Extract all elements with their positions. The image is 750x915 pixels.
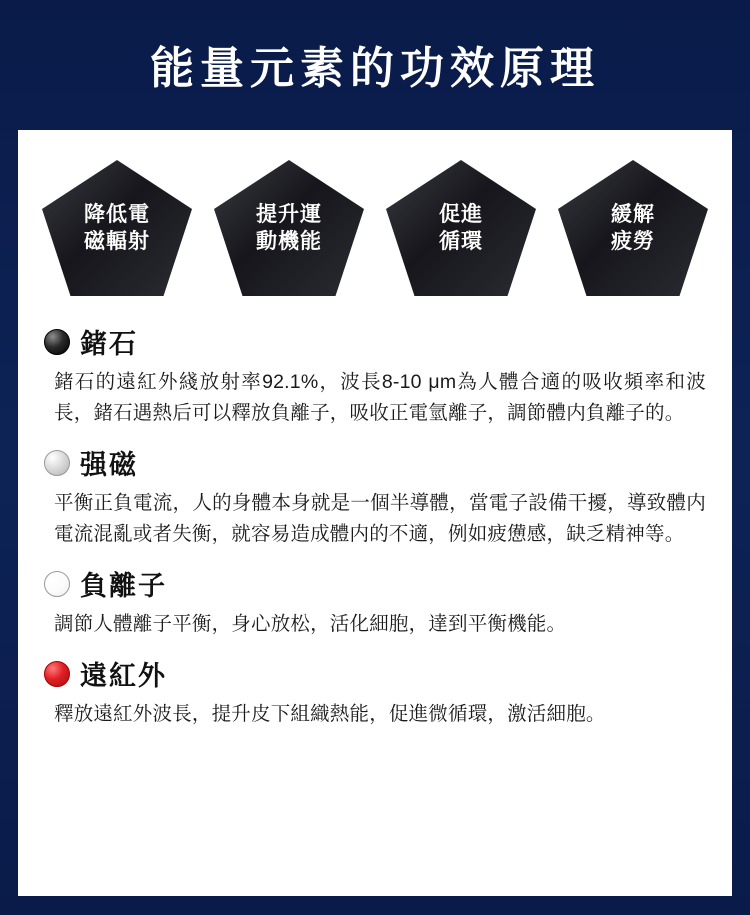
section-magnet (44, 443, 706, 550)
badge-label-line: 促進 (439, 203, 483, 226)
page-header (0, 0, 750, 128)
badge-relieve-fatigue (558, 160, 708, 296)
feature-sections (18, 296, 732, 730)
section-body: 鍺石的遠紅外綫放射率92.1%，波長8-10 μm為人體合適的吸收頻率和波長，鍺石遇熱后可以釋放負離子，吸收正電氫離子，調節體内負離子的。 (54, 371, 706, 424)
section-heading (44, 654, 706, 693)
section-germanium (44, 322, 706, 429)
badge-label-line: 提升運 (256, 203, 322, 226)
section-heading (44, 322, 706, 361)
badge-label-line: 降低電 (84, 203, 150, 226)
bullet-black-stone-icon (44, 329, 70, 355)
section-title: 負離子 (80, 571, 167, 601)
section-title: 鍺石 (80, 329, 138, 359)
content-card (18, 130, 732, 896)
section-body: 平衡正負電流，人的身體本身就是一個半導體，當電子設備干擾，導致體内電流混亂或者失衡，就容易造成體内的不適，例如疲憊感，缺乏精神等。 (54, 492, 706, 545)
badge-label-line: 緩解 (611, 203, 655, 226)
bullet-silver-magnet-icon (44, 450, 70, 476)
section-body: 釋放遠紅外波長，提升皮下組織熱能，促進微循環，激活細胞。 (54, 703, 606, 725)
section-heading (44, 443, 706, 482)
section-title: 遠紅外 (80, 661, 167, 691)
section-body: 調節人體離子平衡，身心放松，活化細胞，達到平衡機能。 (54, 613, 567, 635)
section-far-infrared (44, 654, 706, 730)
benefit-badges (18, 130, 732, 296)
section-negative-ion (44, 564, 706, 640)
badge-label-line: 磁輻射 (84, 230, 150, 253)
badge-reduce-emf (42, 160, 192, 296)
badge-label-line: 循環 (439, 230, 483, 253)
badge-label-line: 疲勞 (611, 230, 655, 253)
section-title: 强磁 (80, 450, 138, 480)
bullet-red-infrared-icon (44, 661, 70, 687)
page-title: 能量元素的功效原理 (150, 44, 600, 93)
bullet-white-ion-icon (44, 571, 70, 597)
badge-circulation (386, 160, 536, 296)
badge-label-line: 動機能 (256, 230, 322, 253)
badge-boost-performance (214, 160, 364, 296)
section-heading (44, 564, 706, 603)
